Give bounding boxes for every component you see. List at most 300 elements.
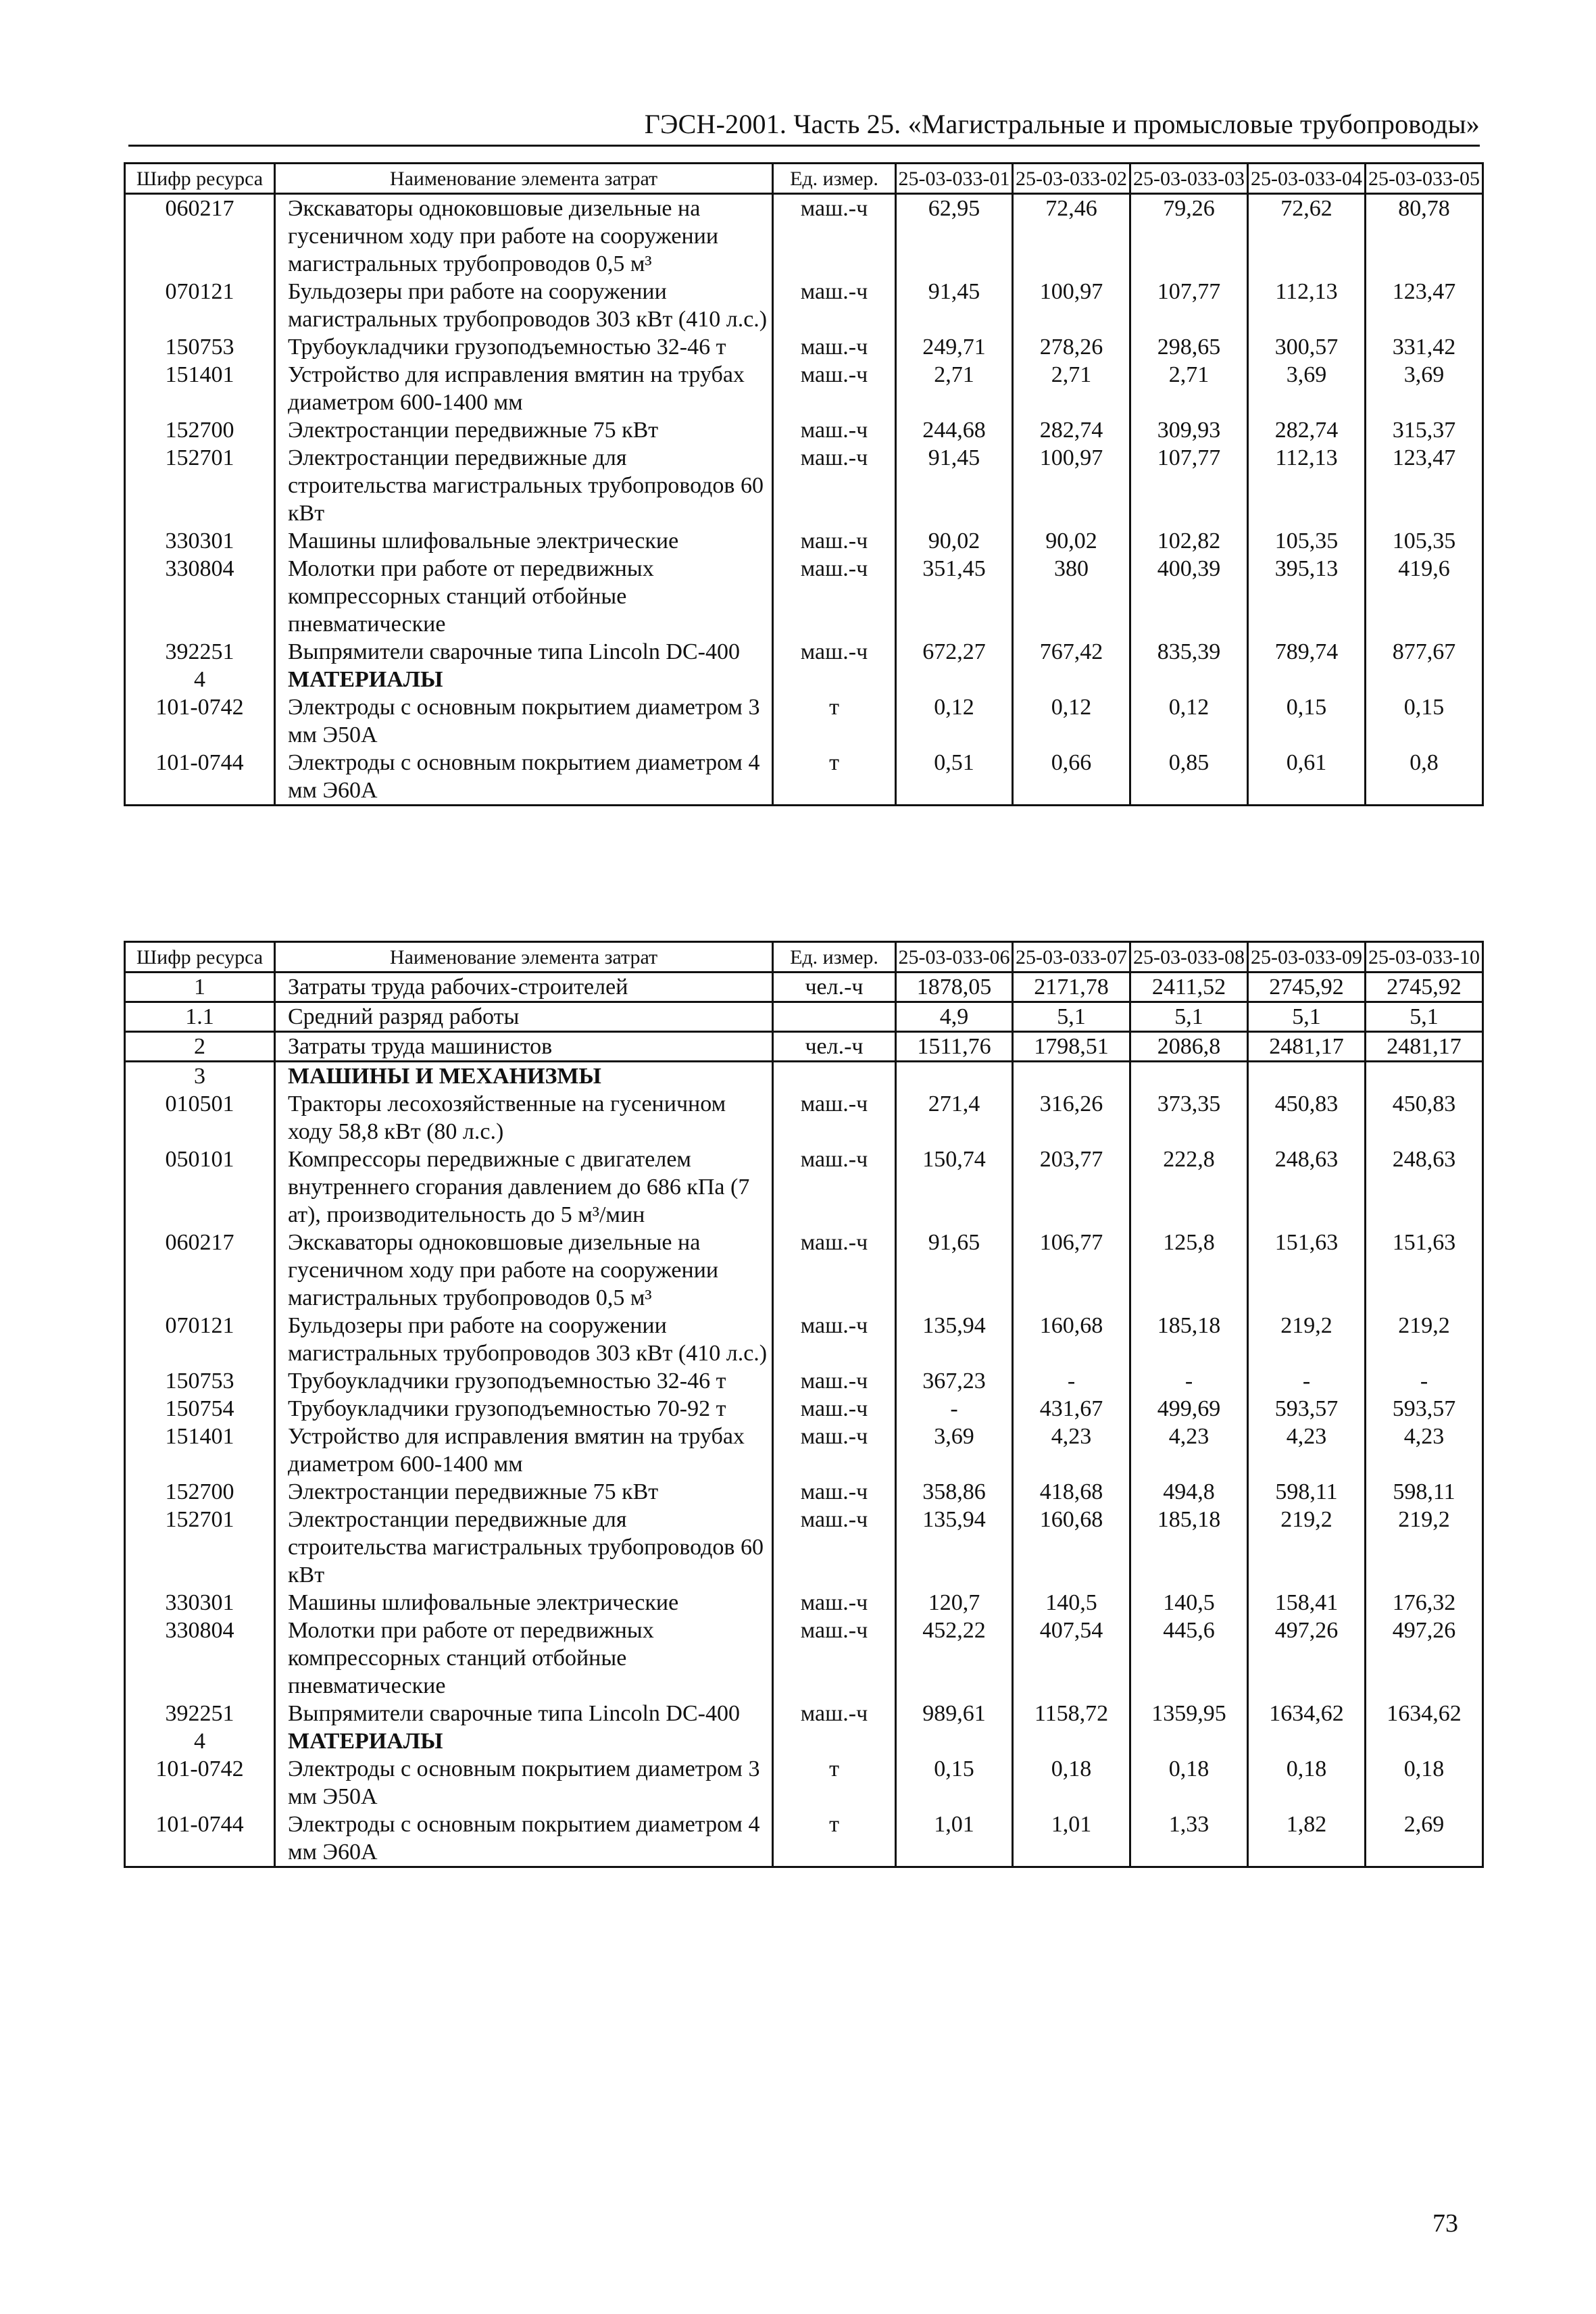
- table-row: [125, 1727, 1483, 1755]
- value-cell: 5,1: [1248, 1002, 1366, 1032]
- value-cell: 100,97: [1013, 444, 1130, 527]
- value-cell: 1,01: [1013, 1811, 1130, 1867]
- value-cell: 125,8: [1130, 1229, 1248, 1312]
- resource-code: 1.1: [125, 1002, 275, 1032]
- table-row: [125, 278, 1483, 333]
- value-cell: 835,39: [1130, 638, 1248, 666]
- unit-cell: маш.-ч: [773, 1700, 896, 1727]
- value-cell: 248,63: [1366, 1146, 1483, 1229]
- resource-code: 330301: [125, 1589, 275, 1617]
- resource-name: Молотки при работе от передвижных компрессорных станций отбойные пневматические: [275, 555, 773, 638]
- value-cell: 222,8: [1130, 1146, 1248, 1229]
- value-cell: 248,63: [1248, 1146, 1366, 1229]
- value-cell: 0,18: [1130, 1755, 1248, 1811]
- value-cell: 2481,17: [1366, 1032, 1483, 1062]
- value-cell: 395,13: [1248, 555, 1366, 638]
- table-row: [125, 1229, 1483, 1312]
- resource-name: Экскаваторы одноковшовые дизельные на гусеничном ходу при работе на сооружении магистральных трубопроводов 0,5 м³: [275, 194, 773, 278]
- value-cell: 105,35: [1366, 527, 1483, 555]
- value-cell: 102,82: [1130, 527, 1248, 555]
- value-cell: 90,02: [1013, 527, 1130, 555]
- resource-code: 4: [125, 666, 275, 693]
- value-cell: 185,18: [1130, 1506, 1248, 1589]
- value-cell: 331,42: [1366, 333, 1483, 361]
- header-unit: Ед. измер.: [773, 164, 896, 194]
- value-cell: 151,63: [1248, 1229, 1366, 1312]
- unit-cell: маш.-ч: [773, 1312, 896, 1367]
- section-title: МАТЕРИАЛЫ: [275, 666, 773, 693]
- resource-name: Компрессоры передвижные с двигателем внутреннего сгорания давлением до 686 кПа (7 ат), производительность до 5 м³/мин: [275, 1146, 773, 1229]
- value-cell: 1359,95: [1130, 1700, 1248, 1727]
- value-cell: 2,71: [896, 361, 1013, 416]
- resource-code: 152700: [125, 416, 275, 444]
- unit-cell: маш.-ч: [773, 416, 896, 444]
- resource-table-1: [124, 162, 1484, 806]
- table-row: [125, 1589, 1483, 1617]
- unit-cell: маш.-ч: [773, 1229, 896, 1312]
- resource-name: Затраты труда машинистов: [275, 1032, 773, 1062]
- value-cell: 380: [1013, 555, 1130, 638]
- resource-code: 150753: [125, 1367, 275, 1395]
- unit-cell: маш.-ч: [773, 1478, 896, 1506]
- table-row: [125, 1312, 1483, 1367]
- value-cell: 0,85: [1130, 749, 1248, 806]
- unit-cell: маш.-ч: [773, 1395, 896, 1423]
- value-cell: 0,15: [1248, 693, 1366, 749]
- value-cell: -: [1130, 1367, 1248, 1395]
- unit-cell: т: [773, 1811, 896, 1867]
- resource-name: Выпрямители сварочные типа Lincoln DC-400: [275, 638, 773, 666]
- table-row: [125, 749, 1483, 806]
- resource-name: Машины шлифовальные электрические: [275, 527, 773, 555]
- value-cell: 497,26: [1366, 1617, 1483, 1700]
- table-row: [125, 1032, 1483, 1062]
- resource-code: 150753: [125, 333, 275, 361]
- header-col-4: 25-03-033-04: [1248, 164, 1366, 194]
- unit-cell: маш.-ч: [773, 1506, 896, 1589]
- value-cell: [896, 1062, 1013, 1091]
- header-col-1: 25-03-033-06: [896, 942, 1013, 973]
- value-cell: 358,86: [896, 1478, 1013, 1506]
- value-cell: -: [896, 1395, 1013, 1423]
- value-cell: 4,23: [1013, 1423, 1130, 1478]
- value-cell: 106,77: [1013, 1229, 1130, 1312]
- unit-cell: [773, 1002, 896, 1032]
- header-name: Наименование элемента затрат: [275, 942, 773, 973]
- value-cell: 219,2: [1366, 1506, 1483, 1589]
- resource-name: Бульдозеры при работе на сооружении магистральных трубопроводов 303 кВт (410 л.с.): [275, 278, 773, 333]
- value-cell: 2086,8: [1130, 1032, 1248, 1062]
- section-title: МАШИНЫ И МЕХАНИЗМЫ: [275, 1062, 773, 1091]
- value-cell: 450,83: [1366, 1090, 1483, 1146]
- value-cell: 445,6: [1130, 1617, 1248, 1700]
- value-cell: [1013, 1062, 1130, 1091]
- resource-name: Электростанции передвижные 75 кВт: [275, 1478, 773, 1506]
- value-cell: 140,5: [1013, 1589, 1130, 1617]
- value-cell: 219,2: [1366, 1312, 1483, 1367]
- value-cell: 1878,05: [896, 973, 1013, 1002]
- resource-code: 152700: [125, 1478, 275, 1506]
- value-cell: 112,13: [1248, 444, 1366, 527]
- resource-name: Выпрямители сварочные типа Lincoln DC-400: [275, 1700, 773, 1727]
- header-code: Шифр ресурса: [125, 164, 275, 194]
- resource-name: Устройство для исправления вмятин на трубах диаметром 600-1400 мм: [275, 1423, 773, 1478]
- unit-cell: маш.-ч: [773, 1146, 896, 1229]
- value-cell: 105,35: [1248, 527, 1366, 555]
- table-row: [125, 1395, 1483, 1423]
- resource-name: Затраты труда рабочих-строителей: [275, 973, 773, 1002]
- value-cell: 418,68: [1013, 1478, 1130, 1506]
- value-cell: -: [1366, 1367, 1483, 1395]
- value-cell: 150,74: [896, 1146, 1013, 1229]
- value-cell: 419,6: [1366, 555, 1483, 638]
- resource-name: Молотки при работе от передвижных компрессорных станций отбойные пневматические: [275, 1617, 773, 1700]
- unit-cell: маш.-ч: [773, 1367, 896, 1395]
- value-cell: 789,74: [1248, 638, 1366, 666]
- value-cell: 400,39: [1130, 555, 1248, 638]
- value-cell: 185,18: [1130, 1312, 1248, 1367]
- value-cell: 373,35: [1130, 1090, 1248, 1146]
- value-cell: 2481,17: [1248, 1032, 1366, 1062]
- unit-cell: маш.-ч: [773, 1090, 896, 1146]
- value-cell: 494,8: [1130, 1478, 1248, 1506]
- table-row: [125, 527, 1483, 555]
- unit-cell: маш.-ч: [773, 555, 896, 638]
- value-cell: 593,57: [1366, 1395, 1483, 1423]
- value-cell: 300,57: [1248, 333, 1366, 361]
- value-cell: [1366, 1062, 1483, 1091]
- value-cell: 79,26: [1130, 194, 1248, 278]
- resource-name: Трубоукладчики грузоподъемностью 32-46 т: [275, 333, 773, 361]
- header-name: Наименование элемента затрат: [275, 164, 773, 194]
- header-col-5: 25-03-033-05: [1366, 164, 1483, 194]
- value-cell: 0,18: [1248, 1755, 1366, 1811]
- value-cell: 249,71: [896, 333, 1013, 361]
- table-row: [125, 444, 1483, 527]
- header-rule: [128, 145, 1480, 147]
- resource-name: Трубоукладчики грузоподъемностью 32-46 т: [275, 1367, 773, 1395]
- resource-code: 151401: [125, 1423, 275, 1478]
- resource-code: 330301: [125, 527, 275, 555]
- value-cell: 0,12: [1130, 693, 1248, 749]
- value-cell: 767,42: [1013, 638, 1130, 666]
- resource-code: 152701: [125, 1506, 275, 1589]
- value-cell: [1366, 1727, 1483, 1755]
- table-row: [125, 1811, 1483, 1867]
- value-cell: 877,67: [1366, 638, 1483, 666]
- page-number: 73: [1432, 2209, 1458, 2238]
- resource-name: Электроды с основным покрытием диаметром 3 мм Э50А: [275, 693, 773, 749]
- resource-name: Трубоукладчики грузоподъемностью 70-92 т: [275, 1395, 773, 1423]
- header-unit: Ед. измер.: [773, 942, 896, 973]
- unit-cell: маш.-ч: [773, 527, 896, 555]
- resource-code: 101-0744: [125, 749, 275, 806]
- value-cell: 316,26: [1013, 1090, 1130, 1146]
- value-cell: 5,1: [1013, 1002, 1130, 1032]
- value-cell: 452,22: [896, 1617, 1013, 1700]
- unit-cell: т: [773, 693, 896, 749]
- value-cell: 367,23: [896, 1367, 1013, 1395]
- table-row: [125, 1423, 1483, 1478]
- value-cell: [1130, 1727, 1248, 1755]
- resource-code: 010501: [125, 1090, 275, 1146]
- value-cell: 3,69: [896, 1423, 1013, 1478]
- resource-code: 050101: [125, 1146, 275, 1229]
- value-cell: 431,67: [1013, 1395, 1130, 1423]
- header-col-3: 25-03-033-08: [1130, 942, 1248, 973]
- table-row: [125, 1090, 1483, 1146]
- value-cell: [896, 1727, 1013, 1755]
- table-row: [125, 1755, 1483, 1811]
- value-cell: 0,12: [1013, 693, 1130, 749]
- value-cell: 72,62: [1248, 194, 1366, 278]
- value-cell: [1248, 1727, 1366, 1755]
- value-cell: [1366, 666, 1483, 693]
- value-cell: 4,9: [896, 1002, 1013, 1032]
- value-cell: 4,23: [1248, 1423, 1366, 1478]
- value-cell: 309,93: [1130, 416, 1248, 444]
- resource-code: 3: [125, 1062, 275, 1091]
- value-cell: 282,74: [1013, 416, 1130, 444]
- header-col-4: 25-03-033-09: [1248, 942, 1366, 973]
- table-row: [125, 1367, 1483, 1395]
- resource-code: 1: [125, 973, 275, 1002]
- header-col-3: 25-03-033-03: [1130, 164, 1248, 194]
- resource-code: 330804: [125, 1617, 275, 1700]
- value-cell: 2,69: [1366, 1811, 1483, 1867]
- table-body: [125, 194, 1483, 806]
- value-cell: 3,69: [1366, 361, 1483, 416]
- page-header: ГЭСН-2001. Часть 25. «Магистральные и промысловые трубопроводы»: [644, 109, 1480, 139]
- resource-code: 101-0742: [125, 1755, 275, 1811]
- value-cell: 407,54: [1013, 1617, 1130, 1700]
- resource-name: Электростанции передвижные для строительства магистральных трубопроводов 60 кВт: [275, 444, 773, 527]
- value-cell: 1158,72: [1013, 1700, 1130, 1727]
- table-row: [125, 973, 1483, 1002]
- table-body: [125, 973, 1483, 1867]
- value-cell: 593,57: [1248, 1395, 1366, 1423]
- resource-code: 060217: [125, 194, 275, 278]
- value-cell: [1248, 666, 1366, 693]
- resource-code: 060217: [125, 1229, 275, 1312]
- value-cell: 203,77: [1013, 1146, 1130, 1229]
- value-cell: 4,23: [1366, 1423, 1483, 1478]
- value-cell: 499,69: [1130, 1395, 1248, 1423]
- resource-name: Бульдозеры при работе на сооружении магистральных трубопроводов 303 кВт (410 л.с.): [275, 1312, 773, 1367]
- unit-cell: чел.-ч: [773, 973, 896, 1002]
- value-cell: 2,71: [1130, 361, 1248, 416]
- value-cell: 90,02: [896, 527, 1013, 555]
- value-cell: 160,68: [1013, 1312, 1130, 1367]
- resource-code: 330804: [125, 555, 275, 638]
- value-cell: 107,77: [1130, 278, 1248, 333]
- value-cell: 1634,62: [1248, 1700, 1366, 1727]
- unit-cell: маш.-ч: [773, 1589, 896, 1617]
- value-cell: 1,01: [896, 1811, 1013, 1867]
- value-cell: 100,97: [1013, 278, 1130, 333]
- value-cell: 0,61: [1248, 749, 1366, 806]
- section-title: МАТЕРИАЛЫ: [275, 1727, 773, 1755]
- value-cell: 135,94: [896, 1506, 1013, 1589]
- value-cell: 4,23: [1130, 1423, 1248, 1478]
- value-cell: 450,83: [1248, 1090, 1366, 1146]
- value-cell: 672,27: [896, 638, 1013, 666]
- value-cell: 315,37: [1366, 416, 1483, 444]
- value-cell: 0,51: [896, 749, 1013, 806]
- resource-name: Тракторы лесохозяйственные на гусеничном ходу 58,8 кВт (80 л.с.): [275, 1090, 773, 1146]
- value-cell: 0,15: [1366, 693, 1483, 749]
- resource-name: Экскаваторы одноковшовые дизельные на гусеничном ходу при работе на сооружении магистральных трубопроводов 0,5 м³: [275, 1229, 773, 1312]
- unit-cell: чел.-ч: [773, 1032, 896, 1062]
- value-cell: 1634,62: [1366, 1700, 1483, 1727]
- unit-cell: [773, 1727, 896, 1755]
- unit-cell: маш.-ч: [773, 638, 896, 666]
- table-row: [125, 194, 1483, 278]
- value-cell: [1013, 666, 1130, 693]
- value-cell: 135,94: [896, 1312, 1013, 1367]
- resource-name: Электроды с основным покрытием диаметром 4 мм Э60А: [275, 1811, 773, 1867]
- resource-code: 152701: [125, 444, 275, 527]
- table-row: [125, 1506, 1483, 1589]
- table-row: [125, 333, 1483, 361]
- unit-cell: маш.-ч: [773, 1617, 896, 1700]
- table-row: [125, 693, 1483, 749]
- resource-name: Устройство для исправления вмятин на трубах диаметром 600-1400 мм: [275, 361, 773, 416]
- value-cell: 5,1: [1130, 1002, 1248, 1032]
- table-row: [125, 1002, 1483, 1032]
- value-cell: 2171,78: [1013, 973, 1130, 1002]
- value-cell: 158,41: [1248, 1589, 1366, 1617]
- resource-code: 101-0744: [125, 1811, 275, 1867]
- value-cell: 91,65: [896, 1229, 1013, 1312]
- value-cell: 160,68: [1013, 1506, 1130, 1589]
- value-cell: 3,69: [1248, 361, 1366, 416]
- resource-name: Машины шлифовальные электрические: [275, 1589, 773, 1617]
- value-cell: [1248, 1062, 1366, 1091]
- value-cell: -: [1248, 1367, 1366, 1395]
- value-cell: 271,4: [896, 1090, 1013, 1146]
- table-row: [125, 361, 1483, 416]
- value-cell: 2745,92: [1248, 973, 1366, 1002]
- value-cell: 1,33: [1130, 1811, 1248, 1867]
- resource-code: 070121: [125, 1312, 275, 1367]
- value-cell: 219,2: [1248, 1506, 1366, 1589]
- value-cell: 123,47: [1366, 278, 1483, 333]
- value-cell: 2411,52: [1130, 973, 1248, 1002]
- table-row: [125, 555, 1483, 638]
- header-col-1: 25-03-033-01: [896, 164, 1013, 194]
- value-cell: 0,18: [1013, 1755, 1130, 1811]
- value-cell: 91,45: [896, 278, 1013, 333]
- unit-cell: т: [773, 749, 896, 806]
- value-cell: 244,68: [896, 416, 1013, 444]
- unit-cell: маш.-ч: [773, 361, 896, 416]
- value-cell: [1130, 666, 1248, 693]
- table-row: [125, 1478, 1483, 1506]
- value-cell: 282,74: [1248, 416, 1366, 444]
- value-cell: 219,2: [1248, 1312, 1366, 1367]
- value-cell: 598,11: [1248, 1478, 1366, 1506]
- resource-code: 151401: [125, 361, 275, 416]
- resource-code: 4: [125, 1727, 275, 1755]
- value-cell: 0,8: [1366, 749, 1483, 806]
- unit-cell: маш.-ч: [773, 444, 896, 527]
- resource-name: Средний разряд работы: [275, 1002, 773, 1032]
- value-cell: 298,65: [1130, 333, 1248, 361]
- resource-code: 392251: [125, 1700, 275, 1727]
- resource-code: 392251: [125, 638, 275, 666]
- value-cell: 62,95: [896, 194, 1013, 278]
- table-row: [125, 638, 1483, 666]
- resource-table-2: [124, 941, 1484, 1868]
- value-cell: 0,66: [1013, 749, 1130, 806]
- table-row: [125, 1146, 1483, 1229]
- value-cell: 176,32: [1366, 1589, 1483, 1617]
- value-cell: 72,46: [1013, 194, 1130, 278]
- value-cell: 120,7: [896, 1589, 1013, 1617]
- resource-name: Электроды с основным покрытием диаметром 3 мм Э50А: [275, 1755, 773, 1811]
- value-cell: 1,82: [1248, 1811, 1366, 1867]
- unit-cell: маш.-ч: [773, 194, 896, 278]
- table-row: [125, 1062, 1483, 1091]
- value-cell: 2745,92: [1366, 973, 1483, 1002]
- unit-cell: маш.-ч: [773, 333, 896, 361]
- value-cell: 1511,76: [896, 1032, 1013, 1062]
- resource-code: 2: [125, 1032, 275, 1062]
- value-cell: [1130, 1062, 1248, 1091]
- value-cell: 112,13: [1248, 278, 1366, 333]
- value-cell: 0,18: [1366, 1755, 1483, 1811]
- resource-name: Электростанции передвижные для строительства магистральных трубопроводов 60 кВт: [275, 1506, 773, 1589]
- value-cell: 351,45: [896, 555, 1013, 638]
- header-code: Шифр ресурса: [125, 942, 275, 973]
- value-cell: 598,11: [1366, 1478, 1483, 1506]
- value-cell: 0,15: [896, 1755, 1013, 1811]
- value-cell: 140,5: [1130, 1589, 1248, 1617]
- unit-cell: маш.-ч: [773, 1423, 896, 1478]
- resource-code: 070121: [125, 278, 275, 333]
- resource-name: Электроды с основным покрытием диаметром 4 мм Э60А: [275, 749, 773, 806]
- value-cell: 151,63: [1366, 1229, 1483, 1312]
- resource-code: 101-0742: [125, 693, 275, 749]
- value-cell: -: [1013, 1367, 1130, 1395]
- value-cell: [1013, 1727, 1130, 1755]
- value-cell: 0,12: [896, 693, 1013, 749]
- value-cell: 1798,51: [1013, 1032, 1130, 1062]
- unit-cell: маш.-ч: [773, 278, 896, 333]
- resource-name: Электростанции передвижные 75 кВт: [275, 416, 773, 444]
- value-cell: 497,26: [1248, 1617, 1366, 1700]
- unit-cell: [773, 1062, 896, 1091]
- header-col-2: 25-03-033-02: [1013, 164, 1130, 194]
- value-cell: 278,26: [1013, 333, 1130, 361]
- table-row: [125, 666, 1483, 693]
- header-col-2: 25-03-033-07: [1013, 942, 1130, 973]
- header-col-5: 25-03-033-10: [1366, 942, 1483, 973]
- value-cell: 123,47: [1366, 444, 1483, 527]
- table-row: [125, 1700, 1483, 1727]
- value-cell: 5,1: [1366, 1002, 1483, 1032]
- value-cell: 989,61: [896, 1700, 1013, 1727]
- value-cell: 2,71: [1013, 361, 1130, 416]
- unit-cell: т: [773, 1755, 896, 1811]
- value-cell: [896, 666, 1013, 693]
- value-cell: 80,78: [1366, 194, 1483, 278]
- resource-code: 150754: [125, 1395, 275, 1423]
- value-cell: 107,77: [1130, 444, 1248, 527]
- table-row: [125, 416, 1483, 444]
- value-cell: 91,45: [896, 444, 1013, 527]
